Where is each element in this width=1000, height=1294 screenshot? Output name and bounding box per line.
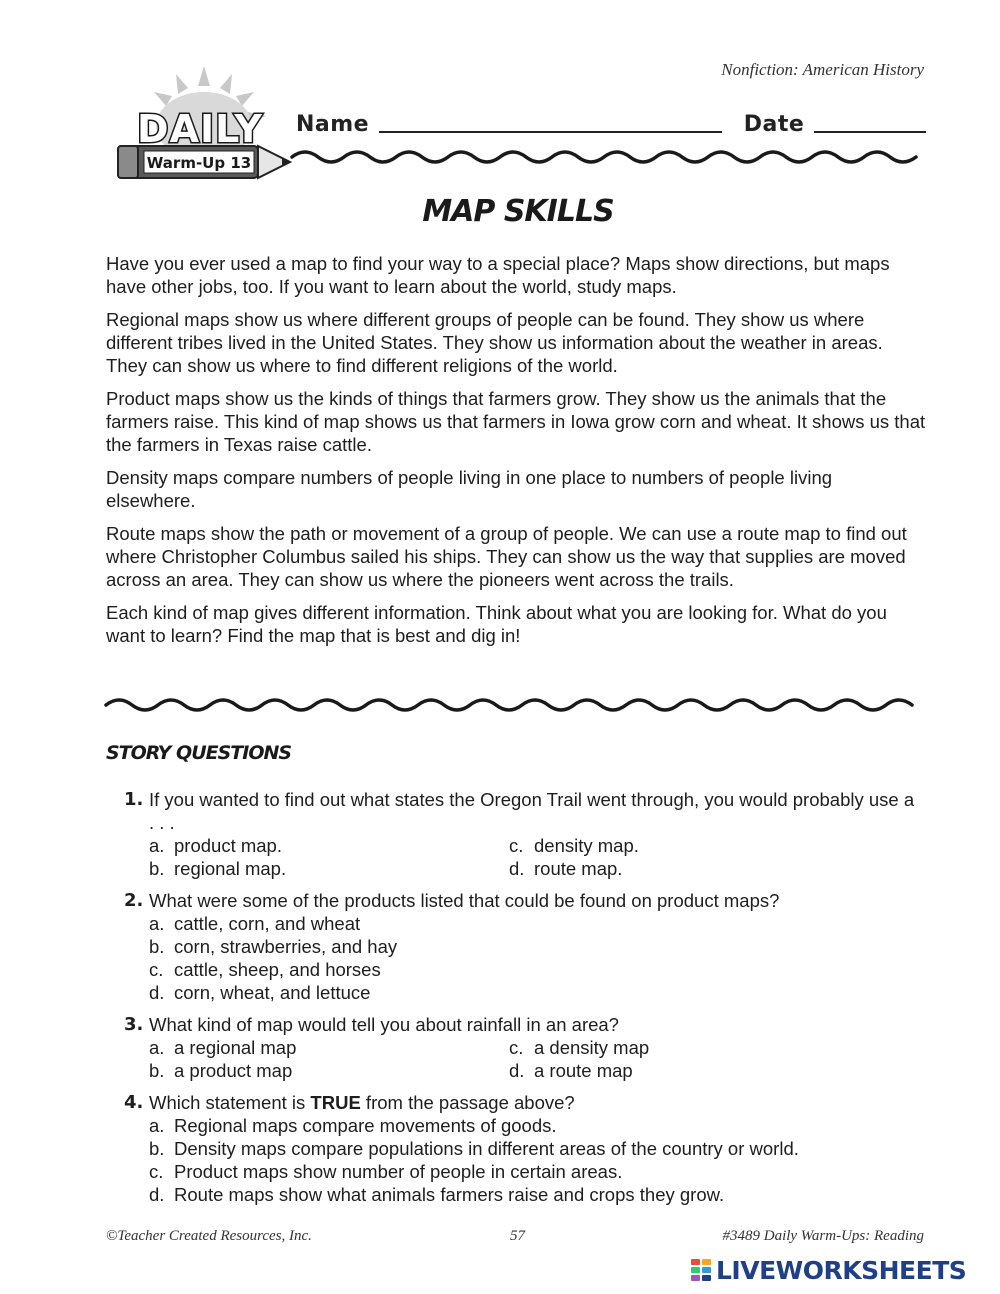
name-field[interactable]	[379, 129, 722, 133]
answer-option-a[interactable]: a. product map.	[149, 835, 282, 856]
passage-paragraph: Have you ever used a map to find your way to a special place? Maps show directions, but maps have other jobs, too. If you want to learn about the world, study maps.	[106, 253, 890, 297]
passage-paragraph: Each kind of map gives different information. Think about what you are looking for. What do you want to learn? Find the map that is best and dig in!	[106, 602, 887, 646]
questions-list	[124, 788, 924, 1215]
answer-option-d[interactable]: d. route map.	[509, 858, 623, 879]
category-label: Nonfiction: American History	[721, 60, 924, 79]
answer-option-b[interactable]: b. a product map	[149, 1060, 293, 1081]
answer-option-c[interactable]: c. Product maps show number of people in certain areas.	[149, 1161, 623, 1182]
passage-paragraph: Route maps show the path or movement of a group of people. We can use a route map to find out where Christopher Columbus sailed his ships. They can show us the way that supplies are moved across an area. They can show us where the pioneers went across the trails.	[106, 523, 907, 590]
answer-option-d[interactable]: d. Route maps show what animals farmers raise and crops they grow.	[149, 1184, 725, 1205]
answer-option-b[interactable]: b. regional map.	[149, 858, 287, 879]
date-label: Date	[743, 112, 805, 137]
name-date-row	[296, 103, 926, 137]
answer-option-b[interactable]: b. corn, strawberries, and hay	[149, 936, 398, 957]
answer-option-d[interactable]: d. a route map	[509, 1060, 633, 1081]
passage-paragraph: Regional maps show us where different groups of people can be found. They show us where different tribes lived in the United States. They show us information about the weather in areas. They can show us where to find different religions of the world.	[106, 309, 883, 376]
question-text: What kind of map would tell you about rainfall in an area?	[149, 1014, 619, 1035]
question-4	[124, 1091, 924, 1206]
passage-paragraph: Product maps show us the kinds of things that farmers grow. They show us the animals that the farmers raise. This kind of map shows us that farmers in Iowa grow corn and wheat. It shows us that the farmers in Texas raise cattle.	[106, 388, 926, 455]
question-2	[124, 889, 924, 1004]
watermark-text: LIVEWORKSHEETS	[716, 1255, 967, 1285]
question-number: 4.	[124, 1092, 144, 1113]
emphasis-true: TRUE	[310, 1092, 361, 1113]
answer-option-d[interactable]: d. corn, wheat, and lettuce	[149, 982, 371, 1003]
answer-option-c[interactable]: c. a density map	[509, 1037, 650, 1058]
reading-passage	[106, 252, 926, 657]
answer-option-c[interactable]: c. cattle, sheep, and horses	[149, 959, 381, 980]
question-text: What were some of the products listed that could be found on product maps?	[149, 890, 780, 911]
name-label: Name	[296, 112, 370, 137]
wavy-divider-top	[290, 146, 926, 168]
answer-option-b[interactable]: b. Density maps compare populations in different areas of the country or world.	[149, 1138, 799, 1159]
daily-warmup-logo	[104, 64, 294, 188]
question-3	[124, 1013, 924, 1082]
answer-option-c[interactable]: c. density map.	[509, 835, 639, 856]
question-number: 2.	[124, 890, 144, 911]
page-title: MAP SKILLS	[422, 194, 614, 229]
date-field[interactable]	[814, 129, 926, 133]
answer-option-a[interactable]: a. a regional map	[149, 1037, 297, 1058]
wavy-divider-middle	[104, 694, 926, 716]
footer-copyright: ©Teacher Created Resources, Inc.	[106, 1228, 312, 1244]
answer-options	[149, 1114, 924, 1206]
answer-options	[149, 1036, 924, 1082]
answer-options	[149, 912, 924, 1004]
logo-word: DAILY	[137, 107, 263, 151]
logo-subtitle: Warm-Up 13	[146, 154, 252, 172]
passage-paragraph: Density maps compare numbers of people living in one place to numbers of people living elsewhere.	[106, 467, 833, 511]
question-text: Which statement is TRUE from the passage above?	[149, 1092, 575, 1113]
story-questions-heading: STORY QUESTIONS	[106, 742, 292, 764]
question-1	[124, 788, 924, 880]
answer-options	[149, 834, 924, 880]
answer-option-a[interactable]: a. Regional maps compare movements of goods.	[149, 1115, 557, 1136]
liveworksheets-logo-icon	[690, 1258, 712, 1282]
question-number: 3.	[124, 1014, 144, 1035]
liveworksheets-watermark[interactable]	[690, 1254, 966, 1286]
answer-option-a[interactable]: a. cattle, corn, and wheat	[149, 913, 361, 934]
footer-page-number: 57	[510, 1228, 525, 1244]
question-text: If you wanted to find out what states the Oregon Trail went through, you would probably use a . . .	[149, 789, 915, 833]
question-number: 1.	[124, 789, 144, 810]
footer-book-title: #3489 Daily Warm-Ups: Reading	[722, 1228, 924, 1244]
